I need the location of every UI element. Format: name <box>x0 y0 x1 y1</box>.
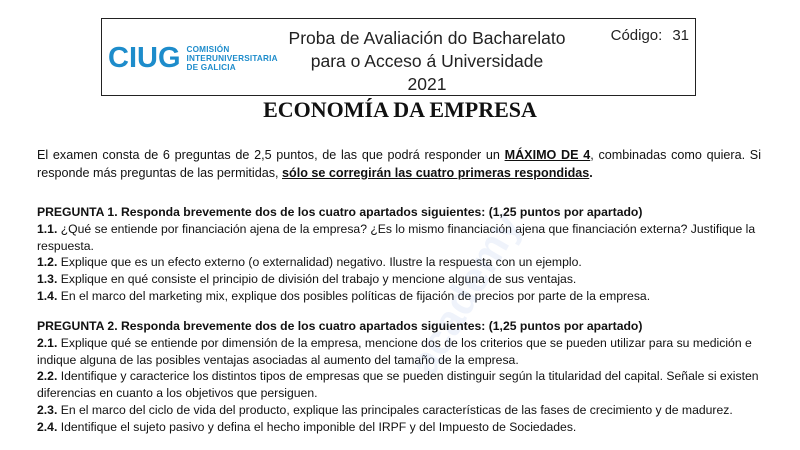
subject-title: ECONOMÍA DA EMPRESA <box>263 97 537 122</box>
question-item: 2.2. Identifique y caracterice los distintos tipos de empresas que se pueden distinguir según la titularidad del capital. Señale si existen diferencias en cuanto a los objetivos que persiguen. <box>37 369 759 401</box>
correction-warning: sólo se corregirán las cuatro primeras respondidas <box>282 166 590 180</box>
question-item: 2.4. Identifique el sujeto pasivo y defina el hecho imponible del IRPF y del Impuesto de Sociedades. <box>37 419 577 434</box>
exam-header <box>101 18 696 96</box>
max-answers: MÁXIMO DE 4 <box>504 148 591 162</box>
question-item: 2.1. Explique qué se entiende por dimensión de la empresa, mencione dos de los criterios que se pueden utilizar para su medición e indique alguna de las posibles ventajas asociadas al aumento del tamaño de la empresa. <box>37 335 752 367</box>
question-item: 1.2. Explique que es un efecto externo (o externalidad) negativo. Ilustre la respuesta con un ejemplo. <box>37 255 582 270</box>
question-1 <box>37 204 763 305</box>
ciug-logo <box>108 43 278 73</box>
exam-instructions: El examen consta de 6 preguntas de 2,5 puntos, de las que podrá responder un MÁXIMO DE 4, combinadas como quiera. Si responde más preguntas de las permitidas, sólo se corregirán las cuatro primeras respondidas. <box>37 148 761 180</box>
watermark: academy <box>399 204 530 384</box>
question-2 <box>37 318 763 436</box>
logo-institution-name: COMISIÓN INTERUNIVERSITARIA DE GALICIA <box>186 44 278 72</box>
code-value: 31 <box>672 27 689 44</box>
question-item: 1.3. Explique en qué consiste el principio de división del trabajo y mencione alguna de sus ventajas. <box>37 272 577 287</box>
logo-mark: CIUG <box>108 42 181 74</box>
question-item: 1.1. ¿Qué se entiende por financiación ajena de la empresa? ¿Es lo mismo financiación ajena que financiación externa? Justifique la respuesta. <box>37 221 756 253</box>
exam-code <box>611 27 689 44</box>
question-heading: PREGUNTA 2. Responda brevemente dos de los cuatro apartados siguientes: (1,25 puntos por apartado) <box>37 319 643 333</box>
question-heading: PREGUNTA 1. Responda brevemente dos de los cuatro apartados siguientes: (1,25 puntos por apartado) <box>37 205 643 219</box>
code-label: Código: <box>610 27 663 44</box>
question-item: 1.4. En el marco del marketing mix, explique dos posibles políticas de fijación de precios por parte de la empresa. <box>37 288 651 303</box>
exam-title: Proba de Avaliación do Bacharelato para o Acceso á Universidade 2021 <box>288 28 566 94</box>
question-item: 2.3. En el marco del ciclo de vida del producto, explique las principales características de las fases de crecimiento y de madurez. <box>37 402 733 417</box>
